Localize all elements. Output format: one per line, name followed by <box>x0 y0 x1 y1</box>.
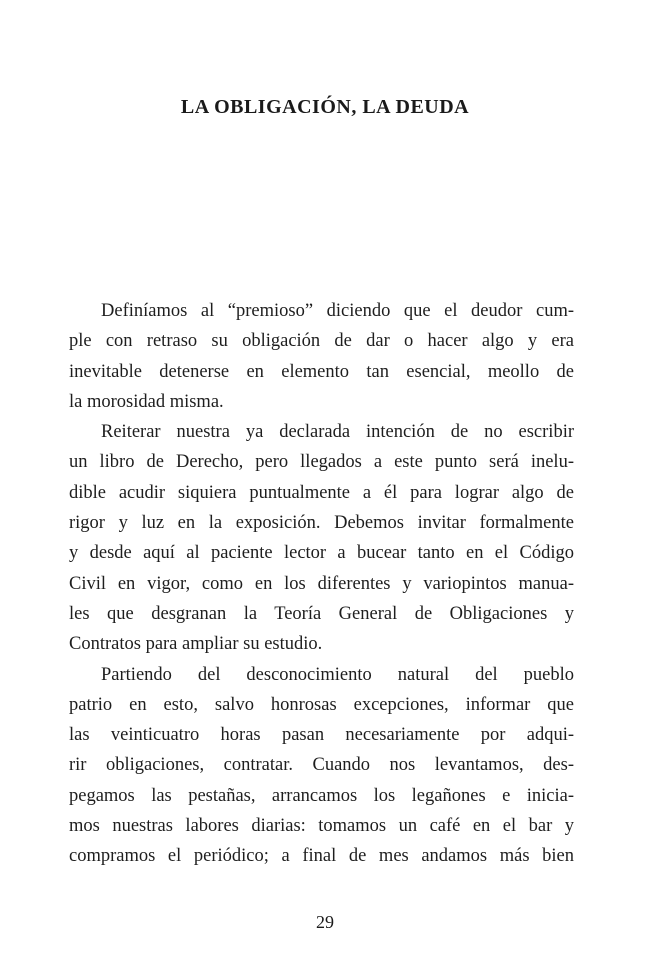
page-number: 29 <box>316 912 334 932</box>
text-line: Civil en vigor, como en los diferentes y variopintos manua- <box>69 573 574 594</box>
text-line: compramos el periódico; a final de mes andamos más bien <box>69 846 574 867</box>
text-line: Reiterar nuestra ya declarada intención de no escribir <box>101 422 574 443</box>
text-line: inevitable detenerse en elemento tan esencial, meollo de <box>69 361 574 382</box>
chapter-title: LA OBLIGACIÓN, LA DEUDA <box>180 96 470 118</box>
body-text <box>69 296 574 872</box>
text-line: patrio en esto, salvo honrosas excepciones, informar que <box>69 694 574 715</box>
text-line: ple con retraso su obligación de dar o hacer algo y era <box>69 331 574 352</box>
text-line: rir obligaciones, contratar. Cuando nos levantamos, des- <box>69 755 574 776</box>
text-line: mos nuestras labores diarias: tomamos un café en el bar y <box>69 816 574 837</box>
text-line: un libro de Derecho, pero llegados a este punto será inelu- <box>69 452 574 473</box>
text-line: rigor y luz en la exposición. Debemos invitar formalmente <box>69 513 574 534</box>
text-line: la morosidad misma. <box>69 391 224 412</box>
text-line: les que desgranan la Teoría General de Obligaciones y <box>69 603 574 624</box>
text-line: Partiendo del desconocimiento natural del pueblo <box>101 664 574 685</box>
text-line: Definíamos al “premioso” diciendo que el deudor cum- <box>101 301 574 321</box>
text-line: Contratos para ampliar su estudio. <box>69 634 323 655</box>
text-line: pegamos las pestañas, arrancamos los legañones e inicia- <box>69 785 574 806</box>
text-line: y desde aquí al paciente lector a bucear tanto en el Código <box>69 543 574 564</box>
text-line: dible acudir siquiera puntualmente a él para lograr algo de <box>69 482 574 503</box>
text-line: las veinticuatro horas pasan necesariamente por adqui- <box>69 725 574 746</box>
